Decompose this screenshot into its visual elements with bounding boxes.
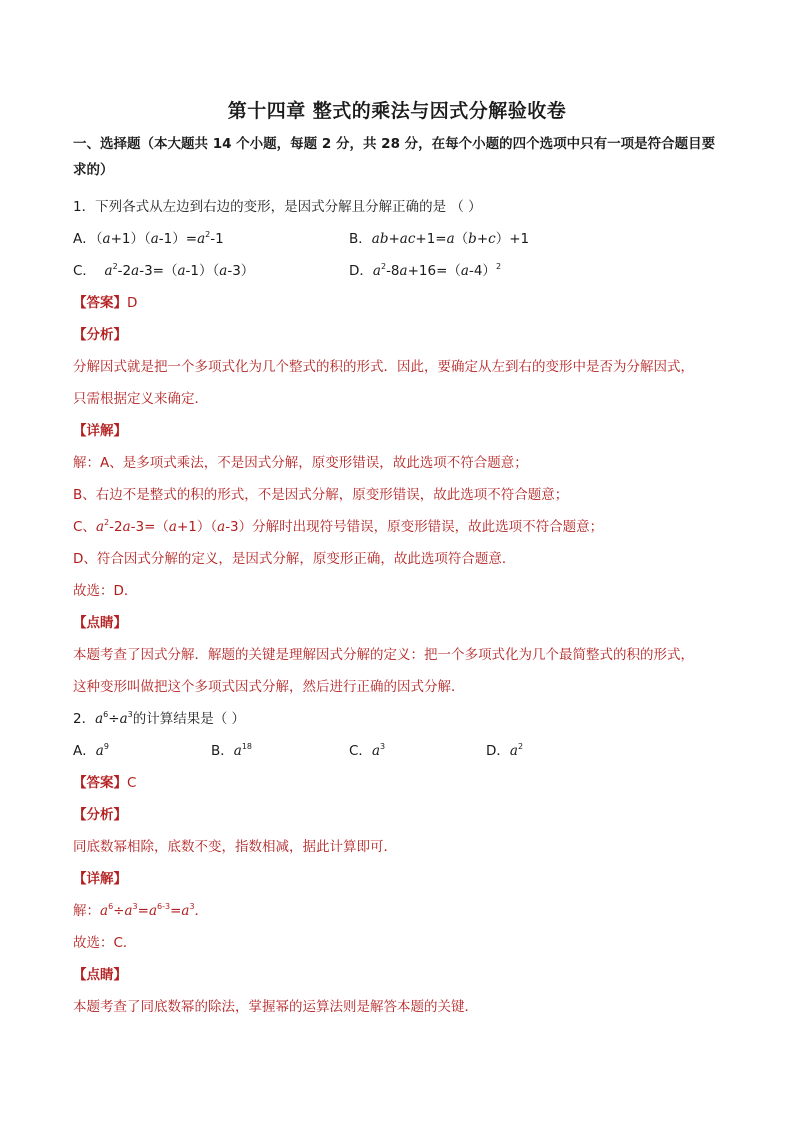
q2-option-b (211, 741, 252, 761)
exponent: 2 (495, 262, 502, 271)
stem-text: ÷ (108, 711, 120, 727)
var: a (460, 263, 469, 279)
var: a (150, 231, 159, 247)
option-text: -2 (117, 263, 132, 279)
q2-option-c (349, 741, 385, 761)
exponent: 9 (103, 742, 109, 751)
stem-text: 的计算结果是（ ） (132, 711, 246, 727)
var: c (488, 231, 496, 247)
q1-detail-d: D、符合因式分解的定义，是因式分解，原变形正确，故此选项符合题意． (73, 551, 516, 567)
option-text: -1）= (158, 231, 198, 247)
option-text: D． (349, 263, 373, 279)
var: a (197, 231, 206, 247)
option-text: ）+1 (495, 231, 530, 247)
option-text: +1= (415, 231, 447, 247)
var: a (219, 263, 228, 279)
q1-answer (73, 293, 137, 313)
q2-answer (73, 773, 136, 793)
q2-option-a (73, 741, 109, 761)
detail-text: +1）（ (176, 519, 218, 535)
var: a (177, 263, 186, 279)
detail-text: ． (194, 903, 209, 919)
var: a (148, 903, 157, 919)
option-text: -8 (386, 263, 400, 279)
option-text: C． (349, 743, 372, 759)
var: a (104, 263, 113, 279)
detail-text: = (137, 903, 149, 919)
option-text: -1 (210, 231, 224, 247)
q1-detail-label: 【详解】 (73, 423, 127, 439)
exponent: 2 (104, 518, 110, 527)
exponent: 6 (108, 902, 114, 911)
var: a (95, 743, 104, 759)
option-text: B． (211, 743, 234, 759)
q1-detail-c (73, 517, 603, 537)
option-text: -3） (227, 263, 255, 279)
option-text: + (388, 231, 400, 247)
var: a (371, 743, 380, 759)
detail-text: -3=（ (130, 519, 169, 535)
page-title: 第十四章 整式的乘法与因式分解验收卷 (227, 100, 567, 122)
exponent: 3 (189, 902, 195, 911)
q1-analysis-label: 【分析】 (73, 327, 127, 343)
option-text: A． (73, 743, 96, 759)
var: ac (399, 231, 416, 247)
detail-text: -2 (109, 519, 123, 535)
var: a (95, 711, 104, 727)
q1-comment-line1: 本题考查了因式分解．解题的关键是理解因式分解的定义：把一个多项式化为几个最简整式的积的形式， (73, 647, 694, 663)
option-text: +16=（ (407, 263, 461, 279)
var: a (131, 263, 140, 279)
option-text: （ (454, 231, 469, 247)
var: a (102, 231, 111, 247)
var: a (168, 519, 177, 535)
q1-choose: 故选：D． (73, 583, 138, 599)
option-text: + (476, 231, 489, 247)
q2-option-d (486, 741, 523, 761)
exponent: 2 (517, 742, 524, 751)
var: ab (371, 231, 389, 247)
var: a (446, 231, 455, 247)
exponent: 2 (205, 230, 211, 239)
q2-detail (73, 901, 208, 921)
q1-analysis-line2: 只需根据定义来确定． (73, 391, 208, 407)
var: b (468, 231, 477, 247)
var: a (372, 263, 381, 279)
var: a (122, 519, 131, 535)
answer-value: D (127, 295, 138, 311)
detail-text: -3）分解时出现符号错误，原变形错误，故此选项不符合题意； (225, 519, 604, 535)
var: a (124, 903, 133, 919)
detail-text: = (170, 903, 182, 919)
option-text: -4） (468, 263, 496, 279)
exponent: 6 (103, 710, 109, 719)
answer-label: 【答案】 (73, 775, 127, 791)
q1-option-a (73, 229, 224, 249)
q2-analysis-label: 【分析】 (73, 807, 127, 823)
var: a (217, 519, 226, 535)
q1-analysis-line1: 分解因式就是把一个多项式化为几个整式的积的形式．因此，要确定从左到右的变形中是否为分解因式， (73, 359, 694, 375)
q2-comment-label: 【点睛】 (73, 967, 127, 983)
var: a (119, 711, 128, 727)
answer-value: C (127, 775, 137, 791)
exponent: 18 (241, 742, 253, 751)
option-text: D． (486, 743, 510, 759)
var: a (181, 903, 190, 919)
detail-text: C、 (73, 519, 96, 535)
q1-option-c (73, 261, 254, 281)
exponent: 3 (132, 902, 138, 911)
exponent: 3 (380, 742, 386, 751)
stem-text: 2． (73, 711, 96, 727)
detail-text: ÷ (113, 903, 125, 919)
detail-text: 解： (73, 903, 100, 919)
option-text: -3=（ (139, 263, 178, 279)
exponent: 3 (127, 710, 133, 719)
question-1-stem: 1．下列各式从左边到右边的变形，是因式分解且分解正确的是 （ ） (73, 199, 482, 215)
q2-detail-label: 【详解】 (73, 871, 127, 887)
option-text: -1）（ (185, 263, 220, 279)
q2-choose: 故选：C． (73, 935, 137, 951)
question-2-stem (73, 709, 245, 729)
var: a (509, 743, 518, 759)
section-heading-line2: 求的） (73, 162, 114, 178)
exponent: 2 (112, 262, 118, 271)
q1-comment-label: 【点睛】 (73, 615, 127, 631)
q1-comment-line2: 这种变形叫做把这个多项式因式分解，然后进行正确的因式分解． (73, 679, 465, 695)
q1-option-b (349, 229, 529, 249)
q1-detail-b: B、右边不是整式的积的形式，不是因式分解，原变形错误，故此选项不符合题意； (73, 487, 569, 503)
var: a (100, 903, 109, 919)
answer-label: 【答案】 (73, 295, 127, 311)
var: a (233, 743, 242, 759)
q1-detail-a: 解：A、是多项式乘法，不是因式分解，原变形错误，故此选项不符合题意； (73, 455, 528, 471)
option-text: +1）（ (110, 231, 151, 247)
option-text: C． (73, 263, 105, 279)
option-text: A．（ (73, 231, 103, 247)
var: a (95, 519, 104, 535)
option-text: B． (349, 231, 372, 247)
q2-comment: 本题考查了同底数幂的除法，掌握幂的运算法则是解答本题的关键． (73, 999, 478, 1015)
q2-analysis: 同底数幂相除，底数不变，指数相减，据此计算即可． (73, 839, 397, 855)
exponent: 2 (380, 262, 387, 271)
section-heading-line1: 一、选择题（本大题共 14 个小题，每题 2 分，共 28 分，在每个小题的四个选项中只有一项是符合题目要 (73, 136, 716, 152)
q1-option-d (349, 261, 501, 281)
var: a (399, 263, 408, 279)
exponent: 6-3 (157, 902, 171, 911)
